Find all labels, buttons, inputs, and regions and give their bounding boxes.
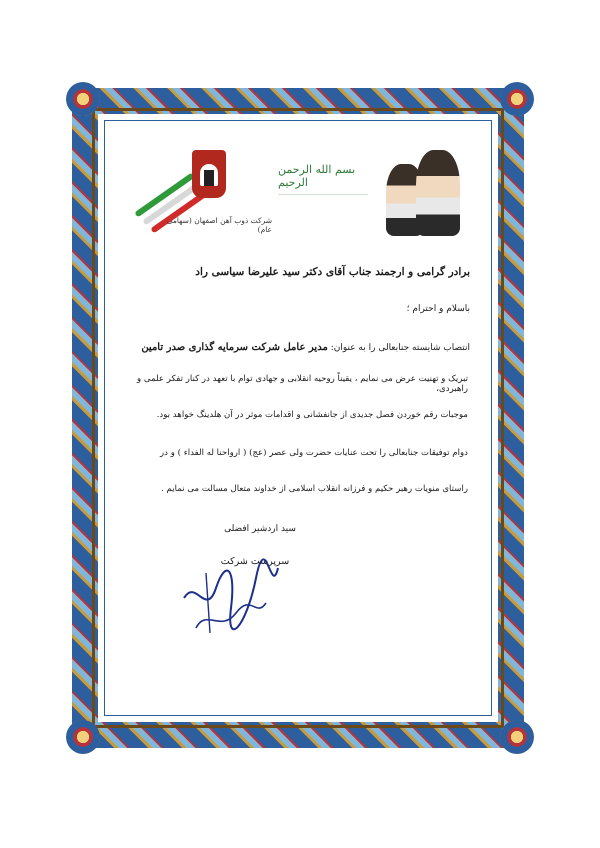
appointment-line — [130, 342, 470, 353]
handwritten-signature — [176, 558, 286, 638]
body-line-4: راستای منویات رهبر حکیم و فرزانه انقلاب اسلامی از خداوند متعال مسالت می نمایم . — [161, 484, 468, 494]
body-line-1: تبریک و تهنیت عرض می نمایم ، یقیناً روحیه انقلابی و جهادی توام با تعهد در کنار تفکر علمی و راهبردی، — [137, 374, 468, 395]
company-emblem — [132, 150, 272, 234]
company-logo-icon — [192, 150, 226, 198]
salutation-line: برادر گرامی و ارجمند جناب آقای دکتر سید علیرضا سیاسی راد — [195, 266, 470, 278]
appointment-prefix: انتصاب شایسته جنابعالی را به عنوان: — [330, 343, 470, 353]
appointment-role: مدیر عامل شرکت سرمایه گذاری صدر تامین — [141, 342, 328, 353]
bismillah-calligraphy: بسم الله الرحمن الرحیم — [278, 158, 368, 195]
emblem-caption: شرکت ذوب آهن اصفهان (سهامی عام) — [166, 216, 272, 234]
portrait-right — [416, 150, 460, 236]
corner-ornament-top-left — [66, 82, 100, 116]
corner-ornament-bottom-left — [66, 720, 100, 754]
greeting-line: باسلام و احترام ؛ — [406, 304, 470, 314]
leader-portraits — [382, 150, 462, 236]
corner-ornament-bottom-right — [500, 720, 534, 754]
body-line-2: موجبات رقم خوردن فصل جدیدی از جانفشانی و اقدامات موثر در آن هلدینگ خواهد بود. — [156, 410, 468, 420]
body-line-3: دوام توفیقات جنابعالی را تحت عنایات حضرت ولی عصر (عج) ( ارواحنا له الفداء ) و در — [160, 448, 468, 458]
corner-ornament-top-right — [500, 82, 534, 116]
signer-title: سرپرست شرکت — [220, 556, 290, 567]
signer-name: سید اردشیر افضلی — [224, 524, 296, 534]
